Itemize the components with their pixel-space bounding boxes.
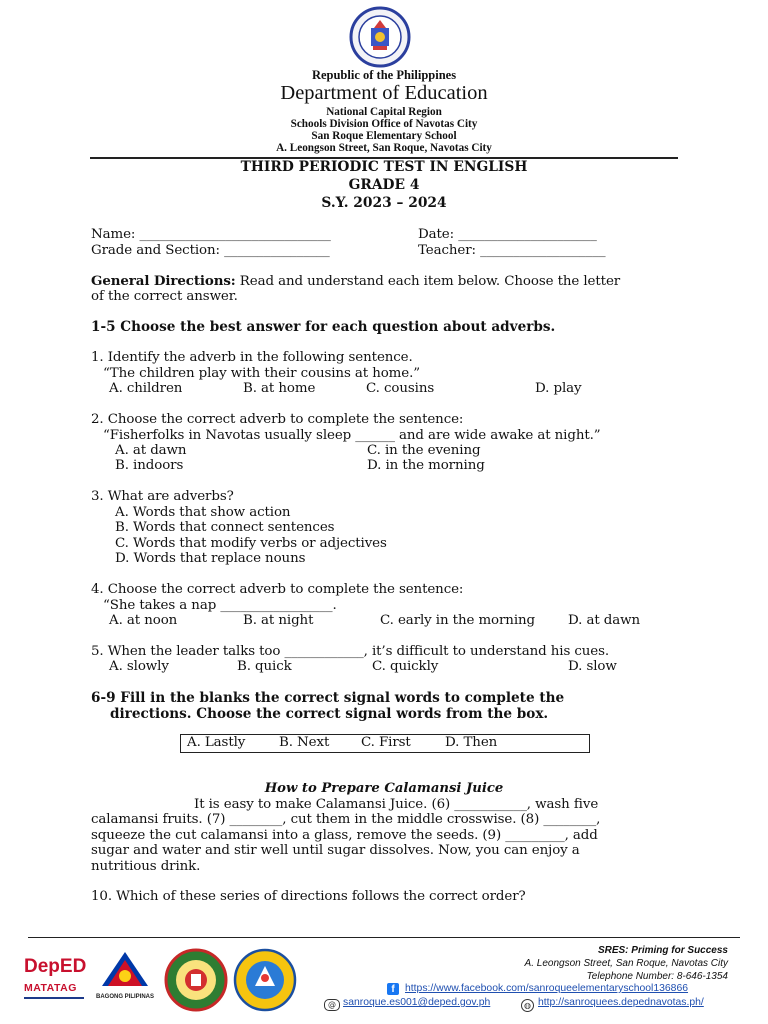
grade-title: GRADE 4 (348, 177, 420, 193)
q2-stem: 2. Choose the correct adverb to complete the sentence: (91, 412, 464, 427)
deped-matatag-logo (22, 956, 90, 1006)
address-line: A. Leongson Street, San Roque, Navotas City (276, 142, 492, 154)
email-icon: @ (324, 999, 340, 1011)
q2-choice-c: C. in the evening (367, 443, 481, 458)
facebook-icon: f (387, 983, 399, 995)
deped-seal-graphic (340, 6, 420, 68)
q4-choice-b: B. at night (243, 613, 314, 628)
footer-address: A. Leongson Street, San Roque, Navotas City (524, 958, 728, 969)
q3-choice-a: A. Words that show action (115, 505, 291, 520)
passage-title: How to Prepare Calamansi Juice (264, 781, 504, 796)
passage-line-3: squeeze the cut calamansi into a glass, remove the seeds. (9) _________, add (91, 828, 598, 843)
email-link[interactable]: sanroque.es001@deped.gov.ph (343, 997, 491, 1008)
q5-choice-a: A. slowly (109, 659, 169, 674)
name-field: Name: _____________________________ (91, 227, 331, 242)
teacher-field: Teacher: ___________________ (418, 243, 606, 258)
signal-word-d: D. Then (445, 735, 498, 750)
date-field: Date: _____________________ (418, 227, 597, 242)
facebook-link[interactable]: https://www.facebook.com/sanroqueelementaryschool136866 (405, 983, 689, 994)
q2-choice-a: A. at dawn (115, 443, 187, 458)
q4-stem: 4. Choose the correct adverb to complete the sentence: (91, 582, 464, 597)
deped-seal (340, 6, 420, 68)
q5-choice-d: D. slow (568, 659, 617, 674)
signal-word-a: A. Lastly (187, 735, 246, 750)
general-directions-label: General Directions: (91, 273, 236, 289)
deped-wordmark: DepED (24, 956, 87, 977)
school-seal-graphic (233, 948, 297, 1012)
q1-choice-b: B. at home (243, 381, 316, 396)
q4-quote: “She takes a nap _________________. (103, 598, 337, 613)
section-2-heading-1: 6-9 Fill in the blanks the correct signal words to complete the (91, 690, 565, 706)
q3-choice-d: D. Words that replace nouns (115, 551, 306, 566)
q1-choice-c: C. cousins (366, 381, 435, 396)
section-1-heading: 1-5 Choose the best answer for each question about adverbs. (91, 319, 556, 335)
signal-word-b: B. Next (279, 735, 330, 750)
footer-phone: Telephone Number: 8-646-1354 (586, 971, 728, 982)
q3-stem: 3. What are adverbs? (91, 489, 234, 504)
region-line: National Capital Region (326, 106, 442, 118)
bagong-pilipinas-graphic (92, 946, 158, 992)
q5-choice-c: C. quickly (372, 659, 439, 674)
school-line: San Roque Elementary School (311, 130, 457, 142)
footer-tagline: SRES: Priming for Success (597, 945, 728, 956)
grade-section-field: Grade and Section: ________________ (91, 243, 330, 258)
general-directions (91, 273, 620, 289)
general-directions-text-2: of the correct answer. (91, 289, 238, 304)
division-seal-graphic (164, 948, 228, 1012)
passage-line-4: sugar and water and stir well until sugar dissolves. Now, you can enjoy a (91, 843, 580, 858)
q1-stem: 1. Identify the adverb in the following sentence. (91, 350, 413, 365)
globe-icon: ◍ (521, 999, 534, 1012)
q5-choice-b: B. quick (237, 659, 292, 674)
signal-word-c: C. First (361, 735, 411, 750)
bagong-pilipinas-logo (92, 946, 158, 1006)
passage-line-1: It is easy to make Calamansi Juice. (6) ___________, wash five (194, 797, 599, 812)
republic-line: Republic of the Philippines (311, 68, 457, 82)
q10-stem: 10. Which of these series of directions follows the correct order? (91, 889, 526, 904)
q4-choice-d: D. at dawn (568, 613, 641, 628)
section-2-heading-2: directions. Choose the correct signal words from the box. (110, 706, 549, 722)
division-seal (164, 948, 228, 1012)
school-seal (233, 948, 297, 1012)
q4-choice-c: C. early in the morning (380, 613, 536, 628)
q1-choice-d: D. play (535, 381, 582, 396)
q2-quote: “Fisherfolks in Navotas usually sleep ______ and are wide awake at night.” (103, 428, 601, 443)
q5-stem: 5. When the leader talks too ____________, it’s difficult to understand his cues. (91, 644, 610, 659)
q1-quote: “The children play with their cousins at home.” (103, 366, 421, 381)
division-line: Schools Division Office of Navotas City (290, 118, 478, 130)
bagong-pilipinas-label: BAGONG PILIPINAS (95, 994, 154, 1000)
passage-line-5: nutritious drink. (91, 859, 201, 874)
q2-choice-b: B. indoors (115, 458, 184, 473)
signal-words-box (180, 734, 590, 753)
general-directions-text: Read and understand each item below. Choose the letter (235, 274, 621, 289)
department-line: Department of Education (280, 82, 488, 104)
q3-choice-c: C. Words that modify verbs or adjectives (115, 536, 387, 551)
q1-choice-a: A. children (109, 381, 183, 396)
q3-choice-b: B. Words that connect sentences (115, 520, 335, 535)
footer-divider (28, 937, 740, 938)
school-year-title: S.Y. 2023 – 2024 (321, 195, 447, 211)
test-title: THIRD PERIODIC TEST IN ENGLISH (240, 159, 528, 175)
passage-line-2: calamansi fruits. (7) ________, cut them in the middle crosswise. (8) ________, (91, 812, 601, 827)
q2-choice-d: D. in the morning (367, 458, 485, 473)
matatag-wordmark: MATATAG (24, 982, 77, 994)
q4-choice-a: A. at noon (109, 613, 178, 628)
website-link[interactable]: http://sanroquees.depednavotas.ph/ (538, 997, 704, 1008)
